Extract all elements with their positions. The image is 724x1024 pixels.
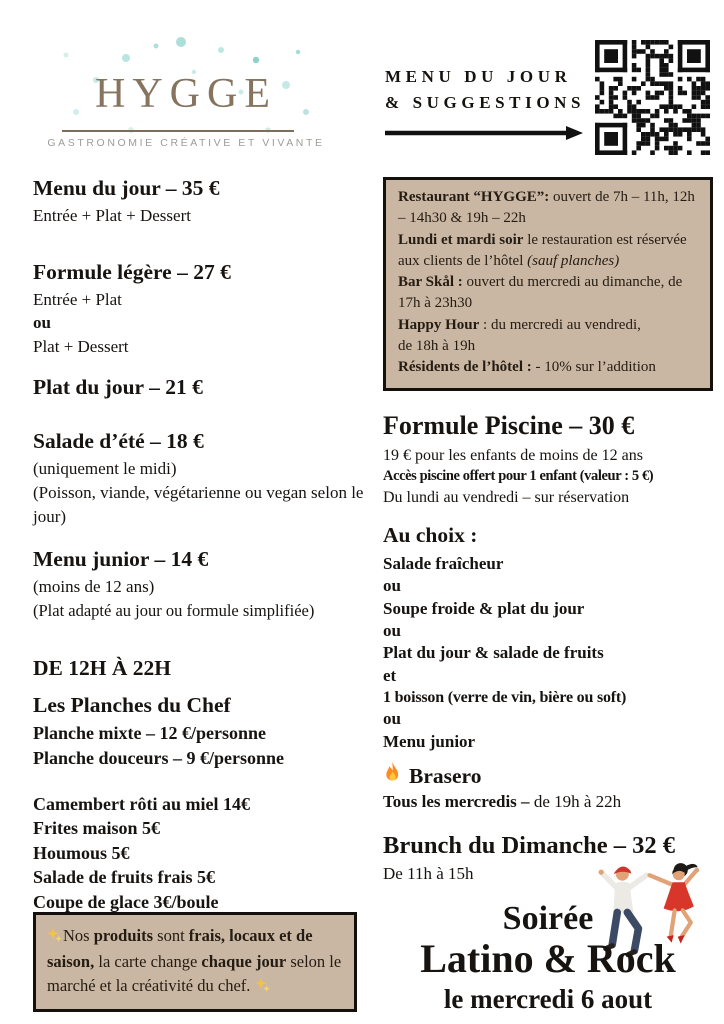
info-line xyxy=(398,272,698,315)
section-title: Menu junior – 14 € xyxy=(33,547,209,572)
menu-item: Menu junior xyxy=(383,731,476,751)
text-segment: (sauf planches) xyxy=(527,252,620,269)
hours-text: DE 12H À 22H xyxy=(33,656,171,681)
section-line: ou xyxy=(33,313,51,333)
menu-item: Houmous 5€ xyxy=(33,842,130,863)
info-line xyxy=(398,315,698,336)
section-formule-legere xyxy=(33,260,367,359)
restaurant-info-box xyxy=(383,177,713,391)
section-formule-piscine xyxy=(383,411,713,509)
text-segment: Tous les mercredis – xyxy=(383,792,530,812)
fire-icon xyxy=(383,762,402,791)
text-segment: : du mercredi au vendredi, xyxy=(479,316,641,333)
section-title: Formule Piscine – 30 € xyxy=(383,410,635,440)
section-menu-du-jour xyxy=(33,176,367,228)
brand-tagline: GASTRONOMIE CRÉATIVE ET VIVANTE xyxy=(47,137,325,149)
section-title: Les Planches du Chef xyxy=(33,693,231,718)
pointer-text-line2: & SUGGESTIONS xyxy=(385,93,586,113)
event-date: le mercredi 6 aout xyxy=(443,984,653,1015)
products-note-box xyxy=(33,912,357,1012)
menu-item: Frites maison 5€ xyxy=(33,818,160,839)
menu-item: Planche douceurs – 9 €/personne xyxy=(33,747,285,768)
info-line xyxy=(398,357,698,378)
sparkles-icon xyxy=(255,976,271,1000)
menu-pointer xyxy=(385,64,595,146)
event-title-line2: Latino & Rock xyxy=(420,936,676,982)
section-line xyxy=(383,791,713,814)
section-title: Plat du jour – 21 € xyxy=(33,375,203,400)
text-segment: Nos xyxy=(63,926,94,945)
menu-item: Planche mixte – 12 €/personne xyxy=(33,723,266,744)
hours-heading xyxy=(33,656,367,681)
text-segment: de 19h à 22h xyxy=(529,792,622,812)
text-segment: chaque jour xyxy=(201,951,287,971)
left-column xyxy=(33,176,367,914)
section-title: Au choix : xyxy=(383,522,478,547)
section-title: Formule légère – 27 € xyxy=(33,259,231,284)
section-line: Entrée + Plat + Dessert xyxy=(33,205,191,225)
menu-item: Soupe froide & plat du jour xyxy=(383,598,585,618)
info-line xyxy=(398,336,698,357)
text-segment: sont xyxy=(153,926,189,945)
section-title xyxy=(383,762,713,791)
brasero-label: Brasero xyxy=(409,764,482,789)
menu-item: Salade fraîcheur xyxy=(383,553,504,573)
text-segment: ouvert du mercredi au dimanche, de 17h à 23h30 xyxy=(398,274,683,312)
menu-item: Camembert rôti au miel 14€ xyxy=(33,793,250,814)
text-segment: la carte change xyxy=(94,951,202,971)
section-line: (uniquement le midi) xyxy=(33,458,177,478)
qr-code-icon xyxy=(595,40,710,155)
menu-item: ou xyxy=(383,709,401,729)
section-line: Accès piscine offert pour 1 enfant (valeur : 5 €) xyxy=(383,468,654,485)
menu-item: Coupe de glace 3€/boule xyxy=(33,891,219,912)
menu-item: ou xyxy=(383,576,401,596)
info-line xyxy=(398,187,698,230)
section-snacks xyxy=(33,792,367,914)
section-line: Entrée + Plat xyxy=(33,289,122,309)
text-segment: ouvert de 7h – 11h, 12h – 14h30 & 19h – 22h xyxy=(398,189,695,227)
section-line: Du lundi au vendredi – sur réservation xyxy=(383,489,630,507)
section-line: (Poisson, viande, végétarienne ou vegan selon le jour) xyxy=(33,482,364,526)
section-line: 19 € pour les enfants de moins de 12 ans xyxy=(383,446,643,464)
text-segment: Restaurant “HYGGE”: xyxy=(398,189,550,205)
menu-item: ou xyxy=(383,620,401,640)
event-announcement xyxy=(383,900,713,1016)
text-segment: Happy Hour xyxy=(398,316,480,333)
event-title-line1: Soirée xyxy=(502,900,594,937)
text-segment: - 10% sur l’addition xyxy=(531,359,656,376)
logo-divider xyxy=(62,130,294,132)
text-segment: Lundi et mardi soir xyxy=(398,231,524,248)
brand-logo xyxy=(36,30,336,158)
text-segment: Résidents de l’hôtel : xyxy=(398,359,532,376)
menu-item: et xyxy=(383,665,397,685)
logo-wordmark: HYGGE xyxy=(95,71,277,117)
sparkles-icon xyxy=(47,926,63,950)
text-segment: produits xyxy=(93,926,154,945)
section-plat-du-jour xyxy=(33,375,367,400)
section-line: (moins de 12 ans) xyxy=(33,577,155,597)
section-line: (Plat adapté au jour ou formule simplifiée) xyxy=(33,601,315,621)
section-menu-junior xyxy=(33,547,367,622)
section-title: Salade d’été – 18 € xyxy=(33,429,204,453)
text-segment: frais, locaux et de saison, xyxy=(47,926,313,971)
section-au-choix xyxy=(383,523,713,752)
info-line xyxy=(398,230,698,273)
section-planches xyxy=(33,693,367,770)
section-title: Menu du jour – 35 € xyxy=(33,176,220,200)
note-text xyxy=(47,926,341,995)
arrow-right-icon xyxy=(385,125,585,141)
section-line: De 11h à 15h xyxy=(383,864,474,884)
text-segment: selon le marché et la créativité du chef. xyxy=(47,951,342,995)
text-segment: Bar Skål : xyxy=(398,274,463,291)
section-title: Brunch du Dimanche – 32 € xyxy=(383,832,676,860)
right-column xyxy=(383,177,713,886)
menu-item: 1 boisson (verre de vin, bière ou soft) xyxy=(383,689,627,707)
text-segment: le restauration est réservée aux clients de l’hôtel xyxy=(398,231,687,269)
section-brasero xyxy=(383,762,713,814)
section-line: Plat + Dessert xyxy=(33,337,129,357)
menu-item: Salade de fruits frais 5€ xyxy=(33,867,215,888)
text-segment: de 18h à 19h xyxy=(398,338,476,355)
section-salade-ete xyxy=(33,429,367,528)
pointer-text-line1: MENU DU JOUR xyxy=(385,67,572,86)
menu-item: Plat du jour & salade de fruits xyxy=(383,643,604,663)
